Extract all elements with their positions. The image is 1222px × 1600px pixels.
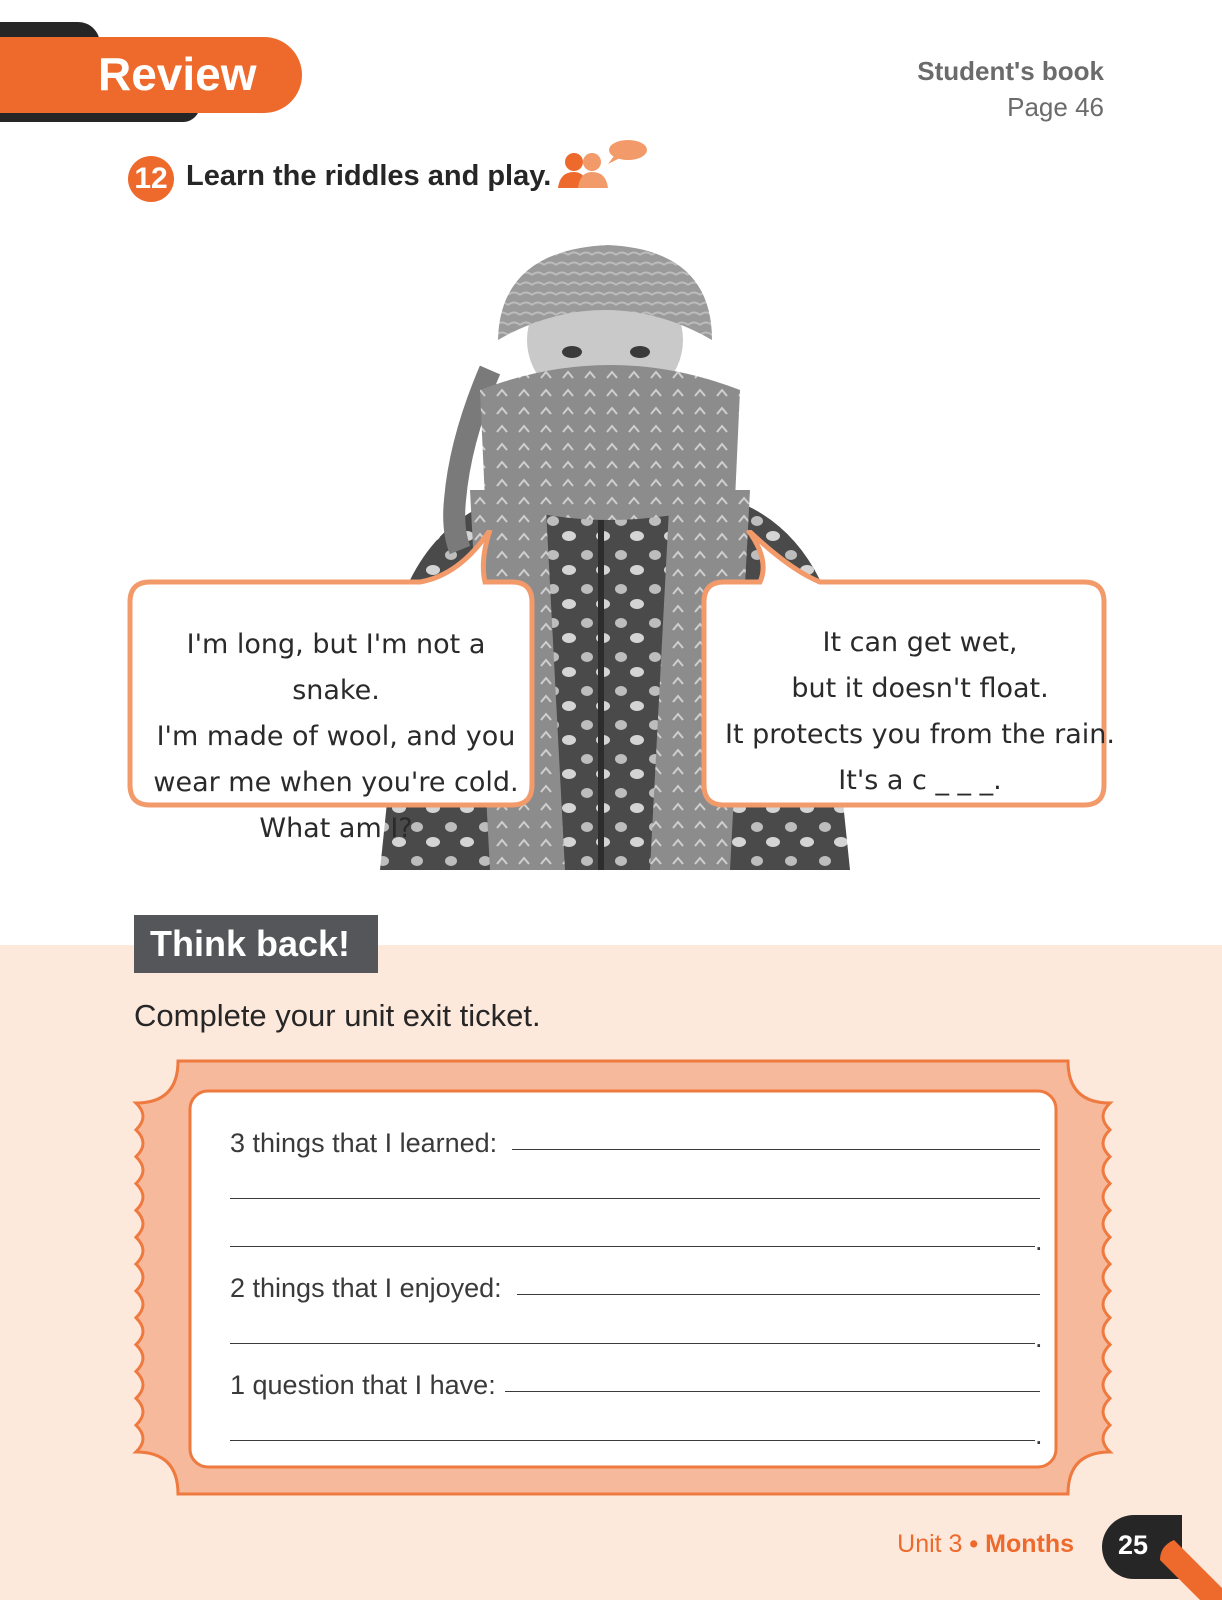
corner-stripe <box>1160 1540 1222 1600</box>
riddle-line: wear me when you're cold. <box>153 767 519 798</box>
riddle-line: What am I? <box>259 813 413 844</box>
period: . <box>1035 1226 1043 1256</box>
reference-book: Student's book <box>917 56 1104 86</box>
period: . <box>1035 1420 1043 1450</box>
answer-line[interactable] <box>230 1198 1040 1199</box>
riddle-line: I'm long, but I'm not a snake. <box>186 629 486 706</box>
activity-number: 12 <box>128 156 174 202</box>
riddle-line: It's a c _ _ _. <box>838 765 1002 796</box>
ticket-question-label: 1 question that I have: <box>230 1370 496 1400</box>
unit-number: Unit 3 <box>897 1530 963 1558</box>
ticket-learned-label: 3 things that I learned: <box>230 1128 498 1158</box>
pair-talk-icon <box>556 138 648 200</box>
page-number: 25 <box>1118 1530 1149 1560</box>
footer-unit <box>897 1530 1074 1559</box>
activity-instruction: Learn the riddles and play. <box>186 160 552 192</box>
section-title: Review <box>98 48 257 100</box>
riddle-line: It protects you from the rain. <box>725 719 1115 750</box>
think-back-instruction: Complete your unit exit ticket. <box>134 998 541 1033</box>
ticket-enjoyed-label: 2 things that I enjoyed: <box>230 1273 502 1303</box>
answer-line[interactable] <box>230 1246 1035 1247</box>
answer-line[interactable] <box>230 1343 1035 1344</box>
answer-line[interactable] <box>230 1440 1035 1441</box>
riddle-scarf <box>140 622 532 852</box>
riddle-line: It can get wet, <box>822 627 1018 658</box>
period: . <box>1035 1323 1043 1353</box>
riddle-coat <box>718 620 1122 804</box>
think-back-label: Think back! <box>134 915 378 973</box>
unit-name: Months <box>985 1530 1074 1558</box>
answer-line[interactable] <box>505 1391 1040 1392</box>
footer-bullet: • <box>969 1530 979 1558</box>
reference-page: Page 46 <box>1007 92 1104 122</box>
riddle-line: I'm made of wool, and you <box>156 721 516 752</box>
riddle-line: but it doesn't float. <box>791 673 1049 704</box>
answer-line[interactable] <box>512 1149 1040 1150</box>
answer-line[interactable] <box>517 1294 1040 1295</box>
